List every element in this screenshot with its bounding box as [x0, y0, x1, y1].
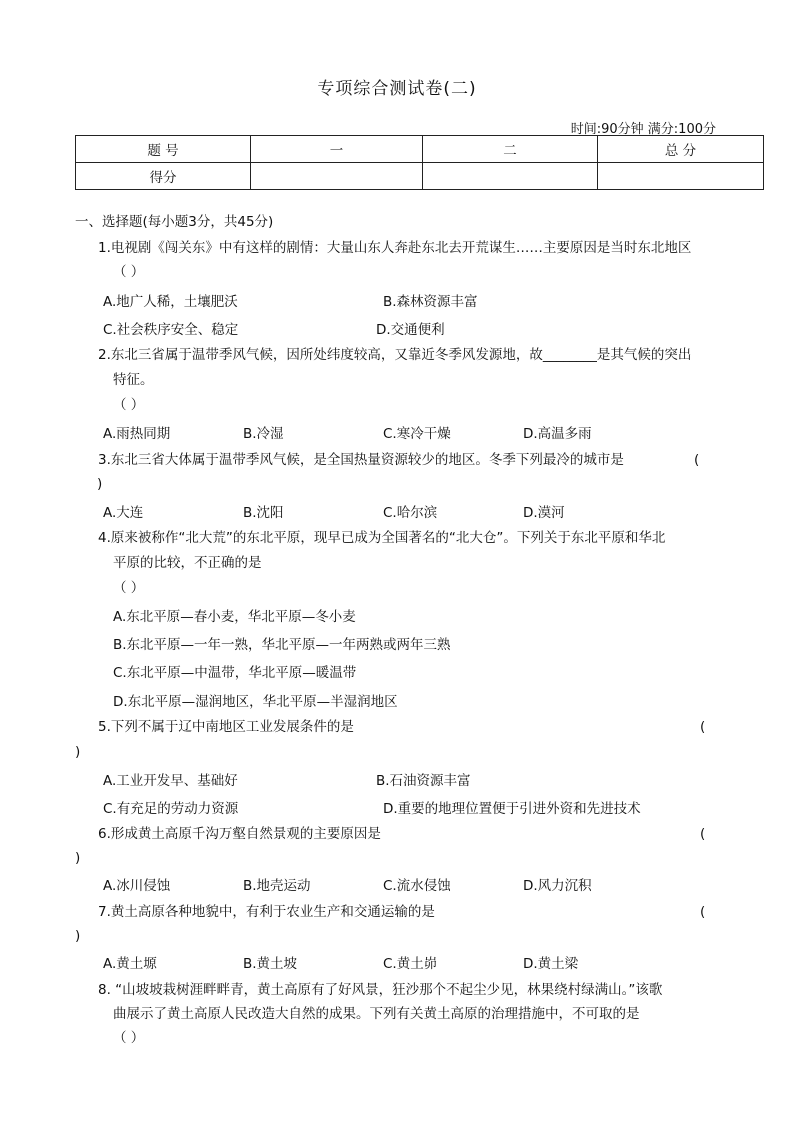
- question-8-text: 8. “山坡坡栽树涯畔畔青，黄土高原有了好风景，狂沙那个不起尘少见，林果绕村绿满山。”该歌: [98, 982, 663, 998]
- page-title: 专项综合测试卷(二): [317, 79, 477, 99]
- score-header-cell: 总 分: [598, 136, 764, 163]
- question-8-text-cont: 曲展示了黄土高原人民改造大自然的成果。下列有关黄土高原的治理措施中，不可取的是: [113, 1006, 640, 1022]
- question-2-option-b[interactable]: B.冷湿: [243, 426, 284, 442]
- question-6-text: 6.形成黄土高原千沟万壑自然景观的主要原因是: [98, 826, 381, 842]
- question-6-option-d[interactable]: D.风力沉积: [523, 878, 592, 894]
- score-cell[interactable]: [598, 163, 764, 190]
- score-table-score-row: [76, 163, 764, 190]
- score-table-header-row: [76, 136, 764, 163]
- question-1-option-a[interactable]: A.地广人稀，土壤肥沃: [103, 294, 238, 310]
- question-6-paren-close[interactable]: ): [75, 850, 81, 866]
- question-2-option-c[interactable]: C.寒冷干燥: [383, 426, 451, 442]
- question-6-option-b[interactable]: B.地壳运动: [243, 878, 311, 894]
- question-1-option-b[interactable]: B.森林资源丰富: [383, 294, 478, 310]
- question-5-option-d[interactable]: D.重要的地理位置便于引进外资和先进技术: [383, 801, 641, 817]
- question-2-text: 2.东北三省属于温带季风气候，因所处纬度较高，又靠近冬季风发源地，故________是其气候的突出: [98, 347, 692, 363]
- question-7-option-b[interactable]: B.黄土坡: [243, 956, 298, 972]
- question-4-answer-paren[interactable]: （ ）: [113, 580, 145, 596]
- question-3-option-c[interactable]: C.哈尔滨: [383, 505, 438, 521]
- question-1-text: 1.电视剧《闯关东》中有这样的剧情：大量山东人奔赴东北去开荒谋生……主要原因是当时东北地区: [98, 240, 692, 256]
- score-header-cell: 二: [423, 136, 598, 163]
- question-3-option-b[interactable]: B.沈阳: [243, 505, 284, 521]
- question-5-option-c[interactable]: C.有充足的劳动力资源: [103, 801, 239, 817]
- question-7-text: 7.黄土高原各种地貌中，有利于农业生产和交通运输的是: [98, 904, 435, 920]
- question-1-option-c[interactable]: C.社会秩序安全、稳定: [103, 322, 239, 338]
- question-5-option-a[interactable]: A.工业开发早、基础好: [103, 773, 238, 789]
- question-4-option-c[interactable]: C.东北平原—中温带，华北平原—暖温带: [113, 665, 357, 681]
- question-3-option-d[interactable]: D.漠河: [523, 505, 565, 521]
- question-2-answer-paren[interactable]: （ ）: [113, 397, 145, 413]
- question-4-text: 4.原来被称作“北大荒”的东北平原，现早已成为全国著名的“北大仓”。下列关于东北平原和华北: [98, 530, 666, 546]
- section-heading: 一、选择题(每小题3分，共45分): [75, 214, 274, 230]
- question-5-text: 5.下列不属于辽中南地区工业发展条件的是: [98, 719, 354, 735]
- question-5-paren-close[interactable]: ): [75, 744, 81, 760]
- score-cell[interactable]: [423, 163, 598, 190]
- question-4-text-cont: 平原的比较，不正确的是: [113, 555, 262, 571]
- score-row-label: 得分: [76, 163, 251, 190]
- score-header-cell: 一: [251, 136, 423, 163]
- question-6-option-a[interactable]: A.冰川侵蚀: [103, 878, 171, 894]
- question-4-option-d[interactable]: D.东北平原—湿润地区，华北平原—半湿润地区: [113, 694, 398, 710]
- question-7-option-d[interactable]: D.黄土梁: [523, 956, 579, 972]
- question-7-option-c[interactable]: C.黄土峁: [383, 956, 438, 972]
- question-2-text-cont: 特征。: [113, 372, 154, 388]
- question-5-paren-open[interactable]: (: [700, 719, 706, 735]
- score-cell[interactable]: [251, 163, 423, 190]
- question-7-option-a[interactable]: A.黄土塬: [103, 956, 157, 972]
- question-2-option-a[interactable]: A.雨热同期: [103, 426, 171, 442]
- score-header-cell: 题 号: [76, 136, 251, 163]
- question-4-option-b[interactable]: B.东北平原—一年一熟，华北平原—一年两熟或两年三熟: [113, 637, 451, 653]
- question-1-option-d[interactable]: D.交通便利: [376, 322, 445, 338]
- question-1-answer-paren[interactable]: （ ）: [113, 264, 145, 280]
- question-3-text: 3.东北三省大体属于温带季风气候，是全国热量资源较少的地区。冬季下列最冷的城市是: [98, 452, 624, 468]
- time-info: 时间:90分钟 满分:100分: [570, 122, 716, 137]
- question-5-option-b[interactable]: B.石油资源丰富: [376, 773, 471, 789]
- question-7-paren-close[interactable]: ): [75, 928, 81, 944]
- question-3-paren-open[interactable]: (: [694, 452, 700, 468]
- question-7-paren-open[interactable]: (: [700, 904, 706, 920]
- question-6-option-c[interactable]: C.流水侵蚀: [383, 878, 451, 894]
- question-8-answer-paren[interactable]: （ ）: [113, 1030, 145, 1046]
- question-6-paren-open[interactable]: (: [700, 826, 706, 842]
- question-3-option-a[interactable]: A.大连: [103, 505, 144, 521]
- question-3-paren-close[interactable]: ): [97, 476, 103, 492]
- score-table: [75, 135, 764, 190]
- question-2-option-d[interactable]: D.高温多雨: [523, 426, 592, 442]
- question-4-option-a[interactable]: A.东北平原—春小麦，华北平原—冬小麦: [113, 609, 356, 625]
